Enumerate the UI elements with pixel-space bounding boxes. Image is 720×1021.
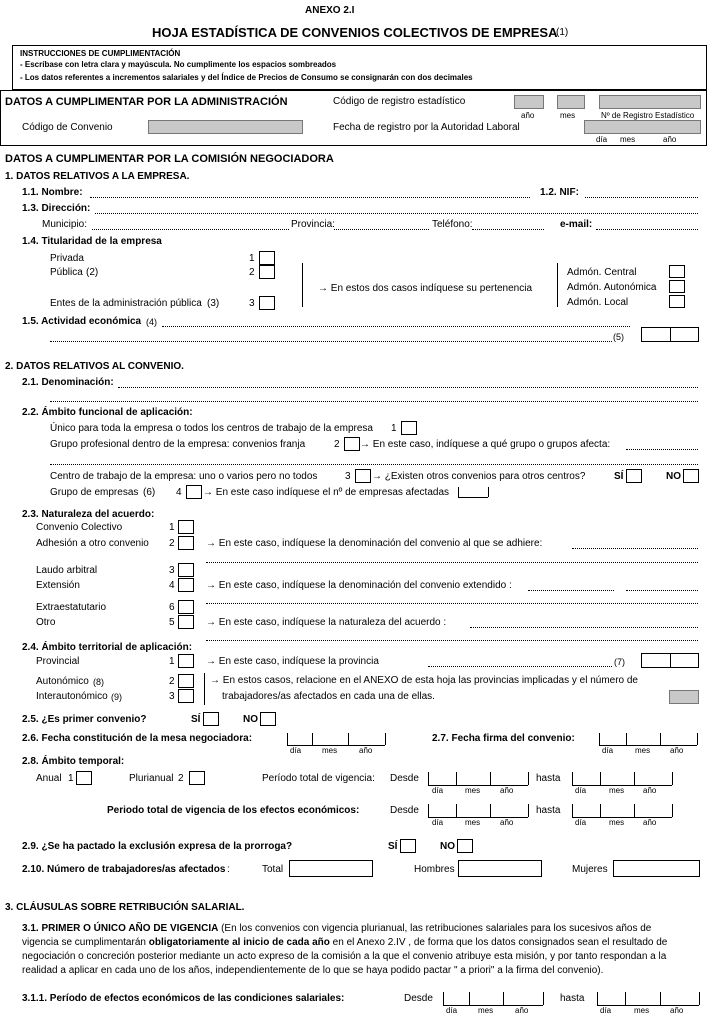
ownership-divider-right bbox=[557, 263, 558, 307]
name-line[interactable] bbox=[90, 197, 530, 198]
constitution-year: año bbox=[359, 746, 373, 755]
note-9: (9) bbox=[111, 692, 122, 702]
first-no-checkbox[interactable] bbox=[260, 712, 276, 726]
public-entities-label: Entes de la administración pública bbox=[50, 298, 202, 309]
province-line[interactable] bbox=[334, 229, 429, 230]
signature-tick-3 bbox=[660, 733, 661, 745]
central-admin-label: Admón. Central bbox=[567, 267, 637, 278]
territorial-provincial-arrow: → En este caso, indíquese la provincia bbox=[206, 656, 379, 667]
workers-colon: : bbox=[227, 864, 230, 875]
nif-line[interactable] bbox=[585, 197, 698, 198]
public-number: 2 bbox=[249, 267, 255, 278]
exclusion-no-checkbox[interactable] bbox=[457, 839, 473, 853]
s311-until-month: mes bbox=[634, 1006, 650, 1015]
signature-label: 2.7. Fecha firma del convenio: bbox=[432, 733, 575, 744]
eco-period-label: Periodo total de vigencia de los efectos económicos: bbox=[107, 805, 360, 816]
instructions-line-1: - Escríbase con letra clara y mayúscula. No cumplimente los espacios sombreados bbox=[20, 60, 337, 69]
period-until-month: mes bbox=[609, 786, 625, 795]
signature-tick-1 bbox=[599, 733, 600, 745]
activity-note: (4) bbox=[146, 317, 157, 327]
municipality-line[interactable] bbox=[92, 229, 289, 230]
local-admin-checkbox[interactable] bbox=[669, 295, 685, 308]
activity-label: 1.5. Actividad económica bbox=[22, 316, 142, 327]
signature-tick-2 bbox=[626, 733, 627, 745]
public-entities-number: 3 bbox=[249, 298, 255, 309]
nature-number-5: 5 bbox=[169, 617, 175, 628]
s311-from-label: Desde bbox=[404, 993, 433, 1004]
phone-label: Teléfono: bbox=[432, 219, 473, 230]
public-label: Pública bbox=[50, 267, 83, 278]
s311-from-tick-1 bbox=[443, 992, 444, 1005]
eco-until-label: hasta bbox=[536, 805, 561, 816]
province-name-line[interactable] bbox=[428, 666, 612, 667]
nature-other-arrow: → En este caso, indíquese la naturaleza del acuerdo : bbox=[206, 617, 447, 628]
registry-number-label: Nº de Registro Estadístico bbox=[601, 111, 695, 120]
agreement-code-label: Código de Convenio bbox=[22, 122, 113, 133]
constitution-tick-1 bbox=[287, 733, 288, 745]
registry-year-field bbox=[514, 95, 544, 109]
period-until-tick-2 bbox=[600, 772, 601, 785]
period-until-label: hasta bbox=[536, 773, 561, 784]
eco-until-year: año bbox=[643, 818, 657, 827]
functional-option-2: Grupo profesional dentro de la empresa: convenios franja bbox=[50, 439, 306, 450]
period-until-year: año bbox=[643, 786, 657, 795]
section-3-title: 3. CLÁUSULAS SOBRE RETRIBUCIÓN SALARIAL. bbox=[5, 902, 245, 913]
exclusion-yes-checkbox[interactable] bbox=[400, 839, 416, 853]
exclusion-yes-label: SÍ bbox=[388, 841, 398, 852]
nature-extension: Extensión bbox=[36, 580, 80, 591]
constitution-day: día bbox=[290, 746, 302, 755]
first-yes-checkbox[interactable] bbox=[203, 712, 219, 726]
s311-from-tick-4 bbox=[543, 992, 544, 1005]
annual-number: 1 bbox=[68, 773, 74, 784]
s311-from-year: año bbox=[515, 1006, 529, 1015]
phone-line[interactable] bbox=[472, 229, 544, 230]
nature-checkbox-3[interactable] bbox=[178, 563, 194, 577]
nature-number-4: 4 bbox=[169, 580, 175, 591]
s3-paragraph-line-2b: obligatoriamente al inicio de cada año bbox=[148, 937, 330, 948]
functional-title: 2.2. Ámbito funcional de aplicación: bbox=[22, 407, 193, 418]
agreement-code-field bbox=[148, 120, 303, 134]
extension-line-1[interactable] bbox=[528, 590, 614, 591]
companies-count-line[interactable] bbox=[458, 497, 488, 498]
territorial-number-1: 1 bbox=[169, 656, 175, 667]
temporal-title: 2.8. Ámbito temporal: bbox=[22, 756, 125, 767]
period-until-day: día bbox=[575, 786, 587, 795]
note-5: (5) bbox=[613, 332, 624, 342]
other-centers-yes-checkbox[interactable] bbox=[626, 469, 642, 483]
first-agreement-label: 2.5. ¿Es primer convenio? bbox=[22, 714, 147, 725]
section-2-title: 2. DATOS RELATIVOS AL CONVENIO. bbox=[5, 361, 184, 372]
nature-extension-arrow: → En este caso, indíquese la denominación del convenio extendido : bbox=[206, 580, 512, 591]
commission-title: DATOS A CUMPLIMENTAR POR LA COMISIÓN NEGOCIADORA bbox=[5, 153, 334, 165]
eco-from-tick-1 bbox=[428, 804, 429, 817]
municipality-label: Municipio: bbox=[42, 219, 88, 230]
nature-checkbox-4[interactable] bbox=[178, 578, 194, 592]
workers-label: 2.10. Número de trabajadores/as afectados bbox=[22, 864, 226, 875]
functional-option-1: Único para toda la empresa o todos los centros de trabajo de la empresa bbox=[50, 423, 373, 434]
s311-from-day: día bbox=[446, 1006, 458, 1015]
activity-line-1[interactable] bbox=[162, 326, 630, 327]
note-8: (8) bbox=[93, 677, 104, 687]
functional-checkbox-3[interactable] bbox=[355, 469, 371, 483]
nature-title: 2.3. Naturaleza del acuerdo: bbox=[22, 509, 155, 520]
s311-from-line[interactable] bbox=[443, 1005, 543, 1006]
s311-from-tick-2 bbox=[469, 992, 470, 1005]
province-label: Provincia: bbox=[291, 219, 335, 230]
constitution-tick-3 bbox=[348, 733, 349, 745]
companies-count-tick-left bbox=[458, 487, 459, 497]
s3-paragraph-line-1-text: (En los convenios con vigencia plurianual, las retribuciones salariales para los sucesivos años de bbox=[218, 923, 652, 934]
signature-tick-4 bbox=[697, 733, 698, 745]
nature-number-1: 1 bbox=[169, 522, 175, 533]
denomination-line-2[interactable] bbox=[50, 401, 698, 402]
email-label: e-mail: bbox=[560, 219, 593, 230]
constitution-month: mes bbox=[322, 746, 338, 755]
territorial-provincial: Provincial bbox=[36, 656, 80, 667]
registry-month-field bbox=[557, 95, 585, 109]
annex-label: ANEXO 2.I bbox=[305, 5, 355, 16]
nif-label: 1.2. NIF: bbox=[540, 187, 579, 198]
pluriannual-number: 2 bbox=[178, 773, 184, 784]
nature-number-3: 3 bbox=[169, 565, 175, 576]
functional-number-4: 4 bbox=[176, 487, 182, 498]
s311-from-tick-3 bbox=[503, 992, 504, 1005]
reg-day-label: día bbox=[596, 135, 608, 144]
workers-women-field[interactable] bbox=[613, 860, 700, 877]
period-from-day: día bbox=[432, 786, 444, 795]
nature-adhesion-arrow: → En este caso, indíquese la denominación del convenio al que se adhiere: bbox=[206, 538, 543, 549]
email-line[interactable] bbox=[596, 229, 698, 230]
eco-from-tick-3 bbox=[490, 804, 491, 817]
eco-from-label: Desde bbox=[390, 805, 419, 816]
section-1-title: 1. DATOS RELATIVOS A LA EMPRESA. bbox=[5, 171, 190, 182]
eco-until-tick-2 bbox=[600, 804, 601, 817]
admin-title: DATOS A CUMPLIMENTAR POR LA ADMINISTRACIÓN bbox=[5, 96, 288, 108]
s3-paragraph-line-2 bbox=[22, 938, 667, 948]
nature-adhesion: Adhesión a otro convenio bbox=[36, 538, 149, 549]
territorial-checkbox-2[interactable] bbox=[178, 674, 194, 688]
eco-until-tick-4 bbox=[672, 804, 673, 817]
period-from-month: mes bbox=[465, 786, 481, 795]
territorial-arrow-2: trabajadores/as afectados en cada una de ellas. bbox=[222, 691, 435, 702]
nature-extra: Extraestatutario bbox=[36, 602, 107, 613]
denomination-label: 2.1. Denominación: bbox=[22, 377, 114, 388]
period-from-tick-3 bbox=[490, 772, 491, 785]
period-from-year: año bbox=[500, 786, 514, 795]
workers-men-field[interactable] bbox=[458, 860, 542, 877]
ownership-divider-left bbox=[302, 263, 303, 307]
nature-checkbox-2[interactable] bbox=[178, 536, 194, 550]
public-checkbox[interactable] bbox=[259, 265, 275, 279]
other-centers-no-checkbox[interactable] bbox=[683, 469, 699, 483]
functional-option-3: Centro de trabajo de la empresa: uno o varios pero no todos bbox=[50, 471, 318, 482]
local-admin-label: Admón. Local bbox=[567, 297, 629, 308]
functional-group-line-2[interactable] bbox=[50, 464, 698, 465]
functional-arrow-4: → En este caso indíquese el nº de empresas afectadas bbox=[203, 487, 450, 498]
activity-code-box-1[interactable] bbox=[641, 327, 671, 342]
first-yes-label: SÍ bbox=[191, 714, 201, 725]
functional-group-line[interactable] bbox=[626, 449, 698, 450]
territorial-gray-field bbox=[669, 690, 699, 704]
private-number: 1 bbox=[249, 253, 255, 264]
private-checkbox[interactable] bbox=[259, 251, 275, 265]
month-label: mes bbox=[560, 111, 576, 120]
functional-number-3: 3 bbox=[345, 471, 351, 482]
territorial-number-2: 2 bbox=[169, 676, 175, 687]
functional-number-2: 2 bbox=[334, 439, 340, 450]
ownership-title: 1.4. Titularidad de la empresa bbox=[22, 236, 162, 247]
nature-checkbox-6[interactable] bbox=[178, 600, 194, 614]
autonomic-admin-checkbox[interactable] bbox=[669, 280, 685, 293]
annual-label: Anual bbox=[36, 773, 62, 784]
exclusion-label: 2.9. ¿Se ha pactado la exclusión expresa de la prorroga? bbox=[22, 841, 293, 852]
ownership-indicate: → En estos dos casos indíquese su pertenencia bbox=[318, 283, 533, 294]
nature-number-2: 2 bbox=[169, 538, 175, 549]
adhesion-line-1[interactable] bbox=[572, 548, 698, 549]
address-line[interactable] bbox=[95, 213, 698, 214]
extension-line-1b[interactable] bbox=[626, 590, 698, 591]
s3-paragraph-line-4: realidad a aplicar en cada uno de los años, independientemente de lo que se haya podido pactar " a priori" a la firma del convenio). bbox=[22, 965, 604, 976]
s3-paragraph-line-1 bbox=[22, 924, 651, 934]
territorial-title: 2.4. Ámbito territorial de aplicación: bbox=[22, 642, 193, 653]
adhesion-line-2[interactable] bbox=[206, 562, 698, 563]
s311-label: 3.1.1. Período de efectos económicos de las condiciones salariales: bbox=[22, 993, 345, 1004]
denomination-line-1[interactable] bbox=[118, 387, 698, 388]
s311-until-tick-3 bbox=[660, 992, 661, 1005]
s311-from-month: mes bbox=[478, 1006, 494, 1015]
pluriannual-label: Plurianual bbox=[129, 773, 174, 784]
functional-note-6: (6) bbox=[143, 487, 156, 498]
s3-paragraph-line-3: negociación o concreción posterior mediante un acto expreso de la comisión a la que el convenio atribuye esta misión, y por tanto respondan a la bbox=[22, 951, 667, 962]
eco-from-tick-2 bbox=[456, 804, 457, 817]
s311-until-label: hasta bbox=[560, 993, 585, 1004]
exclusion-no-label: NO bbox=[440, 841, 455, 852]
companies-count-tick-right bbox=[488, 487, 489, 497]
period-label: Período total de vigencia: bbox=[262, 773, 375, 784]
other-centers-no-label: NO bbox=[666, 471, 681, 482]
eco-from-year: año bbox=[500, 818, 514, 827]
page-title: HOJA ESTADÍSTICA DE CONVENIOS COLECTIVOS DE EMPRESA bbox=[152, 25, 558, 40]
nature-collective: Convenio Colectivo bbox=[36, 522, 123, 533]
territorial-divider bbox=[204, 673, 205, 705]
activity-line-2[interactable] bbox=[50, 341, 612, 342]
functional-checkbox-1[interactable] bbox=[401, 421, 417, 435]
other-nature-line-2[interactable] bbox=[206, 640, 698, 641]
public-entities-note: (3) bbox=[207, 298, 220, 309]
functional-number-1: 1 bbox=[391, 423, 397, 434]
autonomic-admin-label: Admón. Autonómica bbox=[567, 282, 657, 293]
constitution-tick-2 bbox=[312, 733, 313, 745]
year-label: año bbox=[521, 111, 535, 120]
nature-checkbox-5[interactable] bbox=[178, 615, 194, 629]
registry-number-field bbox=[599, 95, 701, 109]
territorial-autonomic: Autonómico bbox=[36, 676, 89, 687]
nature-other: Otro bbox=[36, 617, 56, 628]
public-entities-checkbox[interactable] bbox=[259, 296, 275, 310]
workers-total-label: Total bbox=[262, 864, 284, 875]
period-until-tick-4 bbox=[672, 772, 673, 785]
workers-total-field[interactable] bbox=[289, 860, 373, 877]
period-until-tick-1 bbox=[572, 772, 573, 785]
functional-option-4: Grupo de empresas bbox=[50, 487, 139, 498]
territorial-checkbox-3[interactable] bbox=[178, 689, 194, 703]
eco-until-tick-3 bbox=[634, 804, 635, 817]
extension-line-2[interactable] bbox=[206, 603, 698, 604]
nature-checkbox-1[interactable] bbox=[178, 520, 194, 534]
nature-number-6: 6 bbox=[169, 602, 175, 613]
private-label: Privada bbox=[50, 253, 84, 264]
eco-until-day: día bbox=[575, 818, 587, 827]
territorial-arrow-1: → En estos casos, relacione en el ANEXO de esta hoja las provincias implicadas y el número de bbox=[210, 675, 638, 686]
eco-until-tick-1 bbox=[572, 804, 573, 817]
functional-checkbox-2[interactable] bbox=[344, 437, 360, 451]
eco-from-month: mes bbox=[465, 818, 481, 827]
s311-until-tick-2 bbox=[625, 992, 626, 1005]
constitution-tick-4 bbox=[385, 733, 386, 745]
signature-month: mes bbox=[635, 746, 651, 755]
s311-until-tick-1 bbox=[597, 992, 598, 1005]
address-label: 1.3. Dirección: bbox=[22, 203, 91, 214]
title-note: (1) bbox=[556, 27, 569, 38]
period-from-label: Desde bbox=[390, 773, 419, 784]
activity-code-box-2[interactable] bbox=[670, 327, 699, 342]
period-from-tick-4 bbox=[528, 772, 529, 785]
reg-year-label: año bbox=[663, 135, 677, 144]
eco-from-day: día bbox=[432, 818, 444, 827]
registry-code-label: Código de registro estadístico bbox=[333, 96, 466, 107]
functional-arrow-2: → En este caso, indíquese a qué grupo o grupos afecta: bbox=[360, 439, 611, 450]
pluriannual-checkbox[interactable] bbox=[189, 771, 205, 785]
nature-arbitral: Laudo arbitral bbox=[36, 565, 98, 576]
instructions-line-2: - Los datos referentes a incrementos salariales y del Índice de Precios de Consumo se consignarán con dos decimales bbox=[20, 73, 473, 82]
signature-day: día bbox=[602, 746, 614, 755]
period-until-tick-3 bbox=[634, 772, 635, 785]
workers-men-label: Hombres bbox=[414, 864, 455, 875]
territorial-inter: Interautonómico bbox=[36, 691, 108, 702]
functional-checkbox-4[interactable] bbox=[186, 485, 202, 499]
note-7: (7) bbox=[614, 657, 625, 667]
territorial-number-3: 3 bbox=[169, 691, 175, 702]
eco-until-month: mes bbox=[609, 818, 625, 827]
workers-women-label: Mujeres bbox=[572, 864, 608, 875]
province-code-box-1[interactable] bbox=[641, 653, 671, 668]
period-from-tick-2 bbox=[456, 772, 457, 785]
functional-arrow-3: → ¿Existen otros convenios para otros centros? bbox=[372, 471, 586, 482]
territorial-checkbox-1[interactable] bbox=[178, 654, 194, 668]
eco-from-tick-4 bbox=[528, 804, 529, 817]
central-admin-checkbox[interactable] bbox=[669, 265, 685, 278]
reg-date-field bbox=[584, 120, 701, 134]
other-nature-line-1[interactable] bbox=[470, 627, 698, 628]
instructions-title: INSTRUCCIONES DE CUMPLIMENTACIÓN bbox=[20, 49, 181, 58]
s3-paragraph-heading: 3.1. PRIMER O ÚNICO AÑO DE VIGENCIA bbox=[22, 923, 219, 934]
period-from-tick-1 bbox=[428, 772, 429, 785]
reg-month-label: mes bbox=[620, 135, 636, 144]
s311-until-year: año bbox=[670, 1006, 684, 1015]
first-no-label: NO bbox=[243, 714, 258, 725]
other-centers-yes-label: SÍ bbox=[614, 471, 624, 482]
s311-until-day: día bbox=[600, 1006, 612, 1015]
public-note: (2) bbox=[86, 267, 99, 278]
s3-paragraph-line-2a: vigencia se cumplimentarán bbox=[22, 937, 149, 948]
reg-date-label: Fecha de registro por la Autoridad Laboral bbox=[333, 122, 520, 133]
name-label: 1.1. Nombre: bbox=[22, 187, 83, 198]
signature-year: año bbox=[670, 746, 684, 755]
province-code-box-2[interactable] bbox=[670, 653, 699, 668]
constitution-label: 2.6. Fecha constitución de la mesa negociadora: bbox=[22, 733, 253, 744]
s311-until-tick-4 bbox=[699, 992, 700, 1005]
annual-checkbox[interactable] bbox=[76, 771, 92, 785]
s3-paragraph-line-2c: en el Anexo 2.IV , de forma que los datos consignados sean el resultado de bbox=[329, 937, 668, 948]
